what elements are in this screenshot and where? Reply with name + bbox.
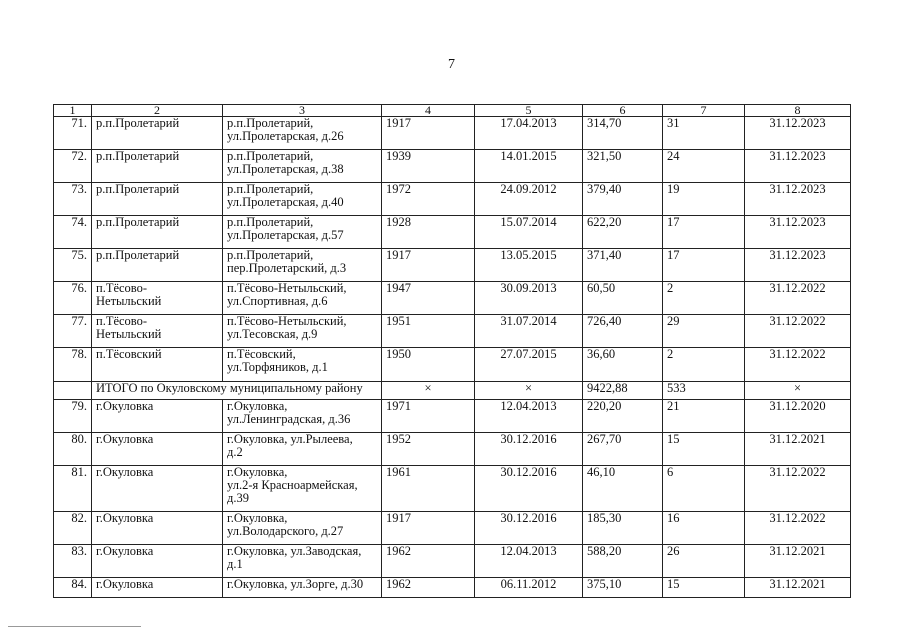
summary-count: 533 — [663, 382, 745, 400]
year-cell: 1952 — [382, 433, 475, 466]
count-cell: 15 — [663, 578, 745, 598]
row-number: 83. — [54, 545, 92, 578]
area-cell: 60,50 — [583, 282, 663, 315]
table-row — [54, 433, 851, 466]
settlement-cell: п.Тёсово- Нетыльский — [92, 315, 223, 348]
count-cell: 6 — [663, 466, 745, 512]
table-row — [54, 578, 851, 598]
date-cell: 06.11.2012 — [475, 578, 583, 598]
address-line: р.п.Пролетарий, — [227, 182, 314, 196]
row-number: 72. — [54, 150, 92, 183]
address-line: п.Тёсовский, — [227, 347, 296, 361]
address-line: ул.Тесовская, д.9 — [227, 327, 318, 341]
address-line: р.п.Пролетарий, — [227, 149, 314, 163]
year-cell: 1947 — [382, 282, 475, 315]
column-header-7: 7 — [663, 105, 745, 117]
row-number: 74. — [54, 216, 92, 249]
address-cell — [223, 282, 382, 315]
settlement-cell: р.п.Пролетарий — [92, 249, 223, 282]
year-cell: 1961 — [382, 466, 475, 512]
count-cell: 16 — [663, 512, 745, 545]
table-row — [54, 282, 851, 315]
address-line: п.Тёсово-Нетыльский, — [227, 281, 347, 295]
column-header-6: 6 — [583, 105, 663, 117]
year-cell: 1939 — [382, 150, 475, 183]
year-cell: 1917 — [382, 117, 475, 150]
count-cell: 17 — [663, 249, 745, 282]
year-cell: 1917 — [382, 249, 475, 282]
date-cell: 30.09.2013 — [475, 282, 583, 315]
settlement-cell: г.Окуловка — [92, 545, 223, 578]
date-cell: 17.04.2013 — [475, 117, 583, 150]
year-cell: 1950 — [382, 348, 475, 382]
area-cell: 371,40 — [583, 249, 663, 282]
year-cell: 1951 — [382, 315, 475, 348]
table-row — [54, 315, 851, 348]
area-cell: 220,20 — [583, 400, 663, 433]
address-cell — [223, 117, 382, 150]
address-cell — [223, 183, 382, 216]
address-line: г.Окуловка, — [227, 399, 288, 413]
count-cell: 15 — [663, 433, 745, 466]
address-line: ул.Торфяников, д.1 — [227, 360, 328, 374]
address-cell — [223, 216, 382, 249]
address-line: д.39 — [227, 491, 249, 505]
area-cell: 185,30 — [583, 512, 663, 545]
area-cell: 375,10 — [583, 578, 663, 598]
summary-area: 9422,88 — [583, 382, 663, 400]
count-cell: 17 — [663, 216, 745, 249]
settlement-cell: п.Тёсово- Нетыльский — [92, 282, 223, 315]
deadline-cell: 31.12.2023 — [745, 183, 851, 216]
address-cell — [223, 512, 382, 545]
year-cell: 1917 — [382, 512, 475, 545]
date-cell: 12.04.2013 — [475, 545, 583, 578]
column-header-1: 1 — [54, 105, 92, 117]
date-cell: 30.12.2016 — [475, 433, 583, 466]
date-cell: 15.07.2014 — [475, 216, 583, 249]
row-number: 75. — [54, 249, 92, 282]
count-cell: 24 — [663, 150, 745, 183]
address-line: д.1 — [227, 557, 243, 571]
deadline-cell: 31.12.2021 — [745, 578, 851, 598]
column-header-3: 3 — [223, 105, 382, 117]
deadline-cell: 31.12.2021 — [745, 433, 851, 466]
area-cell: 321,50 — [583, 150, 663, 183]
date-cell: 30.12.2016 — [475, 512, 583, 545]
table-row — [54, 348, 851, 382]
summary-deadline: × — [745, 382, 851, 400]
date-cell: 31.07.2014 — [475, 315, 583, 348]
date-cell: 24.09.2012 — [475, 183, 583, 216]
row-number: 76. — [54, 282, 92, 315]
count-cell: 26 — [663, 545, 745, 578]
address-cell — [223, 466, 382, 512]
deadline-cell: 31.12.2022 — [745, 315, 851, 348]
date-cell: 12.04.2013 — [475, 400, 583, 433]
settlement-cell: п.Тёсовский — [92, 348, 223, 382]
table-row — [54, 466, 851, 512]
table-row — [54, 216, 851, 249]
address-cell — [223, 249, 382, 282]
address-cell — [223, 400, 382, 433]
deadline-cell: 31.12.2022 — [745, 512, 851, 545]
address-line: ул.Пролетарская, д.57 — [227, 228, 344, 242]
count-cell: 29 — [663, 315, 745, 348]
address-cell — [223, 348, 382, 382]
footnote-separator — [8, 626, 141, 627]
settlement-cell: г.Окуловка — [92, 433, 223, 466]
settlement-cell: р.п.Пролетарий — [92, 150, 223, 183]
table-row — [54, 117, 851, 150]
date-cell: 27.07.2015 — [475, 348, 583, 382]
area-cell: 46,10 — [583, 466, 663, 512]
header-row — [54, 105, 851, 117]
date-cell: 14.01.2015 — [475, 150, 583, 183]
deadline-cell: 31.12.2023 — [745, 216, 851, 249]
settlement-cell: р.п.Пролетарий — [92, 117, 223, 150]
address-line: г.Окуловка, ул.Заводская, — [227, 544, 362, 558]
row-number: 79. — [54, 400, 92, 433]
summary-year: × — [382, 382, 475, 400]
year-cell: 1962 — [382, 545, 475, 578]
column-header-5: 5 — [475, 105, 583, 117]
summary-blank-cell — [54, 382, 92, 400]
deadline-cell: 31.12.2021 — [745, 545, 851, 578]
row-number: 71. — [54, 117, 92, 150]
address-line: ул.Пролетарская, д.38 — [227, 162, 344, 176]
deadline-cell: 31.12.2023 — [745, 117, 851, 150]
address-line: ул.Пролетарская, д.40 — [227, 195, 344, 209]
page-number: 7 — [448, 57, 455, 72]
year-cell: 1972 — [382, 183, 475, 216]
date-cell: 13.05.2015 — [475, 249, 583, 282]
address-line: ул.Ленинградская, д.36 — [227, 412, 351, 426]
column-header-8: 8 — [745, 105, 851, 117]
row-number: 77. — [54, 315, 92, 348]
year-cell: 1971 — [382, 400, 475, 433]
area-cell: 379,40 — [583, 183, 663, 216]
settlement-cell: г.Окуловка — [92, 466, 223, 512]
row-number: 84. — [54, 578, 92, 598]
table-row — [54, 249, 851, 282]
address-line: р.п.Пролетарий, — [227, 116, 314, 130]
address-line: г.Окуловка, ул.Рылеева, — [227, 432, 353, 446]
address-line: п.Тёсово-Нетыльский, — [227, 314, 347, 328]
settlement-cell: г.Окуловка — [92, 400, 223, 433]
address-cell — [223, 433, 382, 466]
settlement-cell: р.п.Пролетарий — [92, 183, 223, 216]
settlement-cell: г.Окуловка — [92, 512, 223, 545]
count-cell: 19 — [663, 183, 745, 216]
row-number: 73. — [54, 183, 92, 216]
settlement-cell: г.Окуловка — [92, 578, 223, 598]
year-cell: 1962 — [382, 578, 475, 598]
address-line: г.Окуловка, — [227, 511, 288, 525]
settlement-cell: р.п.Пролетарий — [92, 216, 223, 249]
date-cell: 30.12.2016 — [475, 466, 583, 512]
column-header-2: 2 — [92, 105, 223, 117]
deadline-cell: 31.12.2023 — [745, 150, 851, 183]
address-line: д.2 — [227, 445, 243, 459]
row-number: 78. — [54, 348, 92, 382]
area-cell: 588,20 — [583, 545, 663, 578]
housing-register-table — [53, 104, 851, 598]
address-line: р.п.Пролетарий, — [227, 215, 314, 229]
table-body — [54, 117, 851, 598]
address-line: г.Окуловка, ул.Зорге, д.30 — [227, 577, 364, 591]
deadline-cell: 31.12.2020 — [745, 400, 851, 433]
deadline-cell: 31.12.2022 — [745, 466, 851, 512]
deadline-cell: 31.12.2022 — [745, 348, 851, 382]
summary-row — [54, 382, 851, 400]
address-line: ул.Спортивная, д.6 — [227, 294, 328, 308]
address-line: г.Окуловка, — [227, 465, 288, 479]
address-line: ул.Володарского, д.27 — [227, 524, 344, 538]
address-line: р.п.Пролетарий, — [227, 248, 314, 262]
row-number: 80. — [54, 433, 92, 466]
deadline-cell: 31.12.2022 — [745, 282, 851, 315]
deadline-cell: 31.12.2023 — [745, 249, 851, 282]
area-cell: 314,70 — [583, 117, 663, 150]
area-cell: 36,60 — [583, 348, 663, 382]
area-cell: 622,20 — [583, 216, 663, 249]
summary-label: ИТОГО по Окуловскому муниципальному району — [92, 382, 382, 400]
count-cell: 31 — [663, 117, 745, 150]
address-cell — [223, 578, 382, 598]
summary-date: × — [475, 382, 583, 400]
row-number: 81. — [54, 466, 92, 512]
address-line: ул.Пролетарская, д.26 — [227, 129, 344, 143]
table-row — [54, 512, 851, 545]
address-line: ул.2-я Красноармейская, — [227, 478, 358, 492]
count-cell: 2 — [663, 348, 745, 382]
address-line: пер.Пролетарский, д.3 — [227, 261, 347, 275]
count-cell: 21 — [663, 400, 745, 433]
area-cell: 726,40 — [583, 315, 663, 348]
count-cell: 2 — [663, 282, 745, 315]
address-cell — [223, 150, 382, 183]
year-cell: 1928 — [382, 216, 475, 249]
address-cell — [223, 315, 382, 348]
table-row — [54, 183, 851, 216]
table-row — [54, 150, 851, 183]
table-row — [54, 400, 851, 433]
row-number: 82. — [54, 512, 92, 545]
area-cell: 267,70 — [583, 433, 663, 466]
column-header-4: 4 — [382, 105, 475, 117]
address-cell — [223, 545, 382, 578]
table-row — [54, 545, 851, 578]
